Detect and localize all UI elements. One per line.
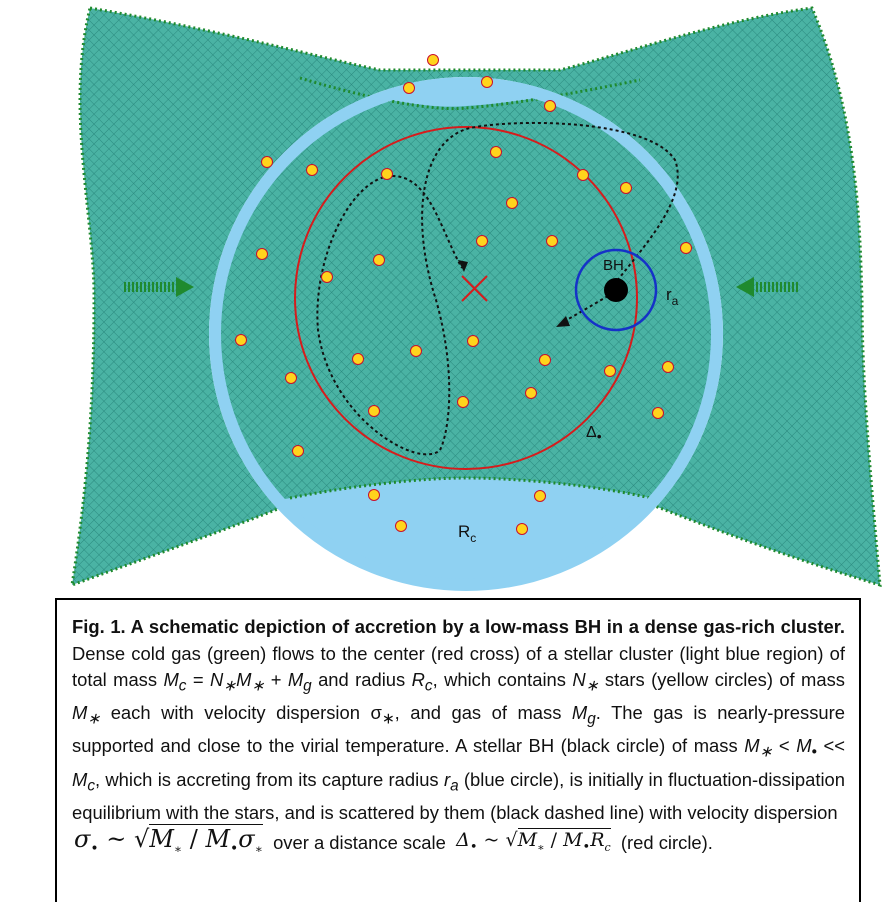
bh-label: BH — [603, 257, 624, 274]
star — [293, 446, 304, 457]
star — [578, 170, 589, 181]
mg-symbol: $M_g$ — [287, 669, 312, 695]
plus: + — [270, 669, 282, 690]
star — [605, 366, 616, 377]
m-star-symbol-3: $M_∗$ — [744, 735, 773, 762]
caption-text-5: each with velocity dispersion σ — [110, 702, 382, 724]
mc-symbol-2: $M_c$ — [72, 768, 95, 795]
black-hole-icon — [604, 278, 628, 302]
mg-symbol-2: $M_g$ — [571, 702, 596, 728]
star — [374, 255, 385, 266]
caption-text-4: stars (yellow circles) of mass — [604, 669, 845, 690]
m-star-symbol: $M_∗$ — [236, 669, 265, 695]
less-than: < — [778, 735, 790, 757]
caption-title: Fig. 1. A schematic depiction of accretion by a low-mass BH in a dense gas-rich cluster. — [72, 616, 845, 637]
mc-symbol: $M_c$ — [163, 669, 187, 695]
sigma-star-sub: ∗ — [381, 710, 395, 728]
star — [653, 408, 664, 419]
equals: = — [192, 669, 204, 690]
caption-text-1: Dense cold gas (green) flows to the center (red cross) of a stellar cluster (light blue region) of total mass — [72, 642, 845, 690]
n-star-symbol-2: $N_∗$ — [572, 669, 599, 695]
figure-caption — [72, 614, 845, 862]
caption-text-9: (blue circle), is initially in fluctuation-dissipation equilibrium with the stars, and is scattered by them (black dashed line) with velocity dispersion — [72, 768, 845, 823]
star — [491, 147, 502, 158]
star — [257, 249, 268, 260]
delta-bh-equation: $\Delta_•$ ~ $√M_∗ / M_•R_c$ — [456, 829, 611, 855]
star — [411, 346, 422, 357]
caption-text-7: . The gas is nearly-pressure supported and close to the virial temperature. A stellar BH (black circle) of mass — [72, 702, 845, 757]
star — [396, 521, 407, 532]
star — [663, 362, 674, 373]
star — [540, 355, 551, 366]
star — [286, 373, 297, 384]
star — [545, 101, 556, 112]
star — [307, 165, 318, 176]
m-star-symbol-2: $M_∗$ — [72, 702, 101, 728]
star — [322, 272, 333, 283]
sigma-bh-equation: $\sigma_•$ ~ $√M_∗ / M_•\sigma_∗$ — [74, 825, 263, 857]
rc-symbol: $R_c$ — [411, 669, 433, 695]
delta-subscript: • — [596, 428, 602, 444]
m-bh-symbol: $M_•$ — [796, 735, 817, 762]
ra-symbol: $r_a$ — [443, 768, 459, 795]
star — [507, 198, 518, 209]
star — [369, 406, 380, 417]
star — [621, 183, 632, 194]
star — [526, 388, 537, 399]
n-star-symbol: $N_∗$ — [210, 669, 237, 695]
caption-box — [55, 598, 861, 902]
caption-text-10: over a distance scale — [273, 832, 446, 854]
rc-symbol: R — [458, 522, 471, 541]
star — [681, 243, 692, 254]
star — [547, 236, 558, 247]
star — [382, 169, 393, 180]
ra-symbol: r — [666, 285, 672, 304]
caption-text-3: , which contains — [432, 669, 566, 690]
star — [482, 77, 493, 88]
ra-subscript: a — [671, 294, 679, 308]
caption-text-8: , which is accreting from its capture radius — [95, 768, 439, 790]
caption-text-2: and radius — [318, 669, 406, 690]
star — [517, 524, 528, 535]
star — [236, 335, 247, 346]
rc-subscript: c — [470, 531, 477, 545]
caption-text-6: , and gas of mass — [394, 702, 562, 724]
star — [428, 55, 439, 66]
star — [535, 491, 546, 502]
delta-symbol: Δ — [586, 424, 597, 441]
star — [404, 83, 415, 94]
star — [458, 397, 469, 408]
star — [262, 157, 273, 168]
caption-text-11: (red circle). — [620, 832, 713, 854]
star — [477, 236, 488, 247]
much-less-than: << — [823, 735, 845, 757]
star — [369, 490, 380, 501]
star — [468, 336, 479, 347]
star — [353, 354, 364, 365]
